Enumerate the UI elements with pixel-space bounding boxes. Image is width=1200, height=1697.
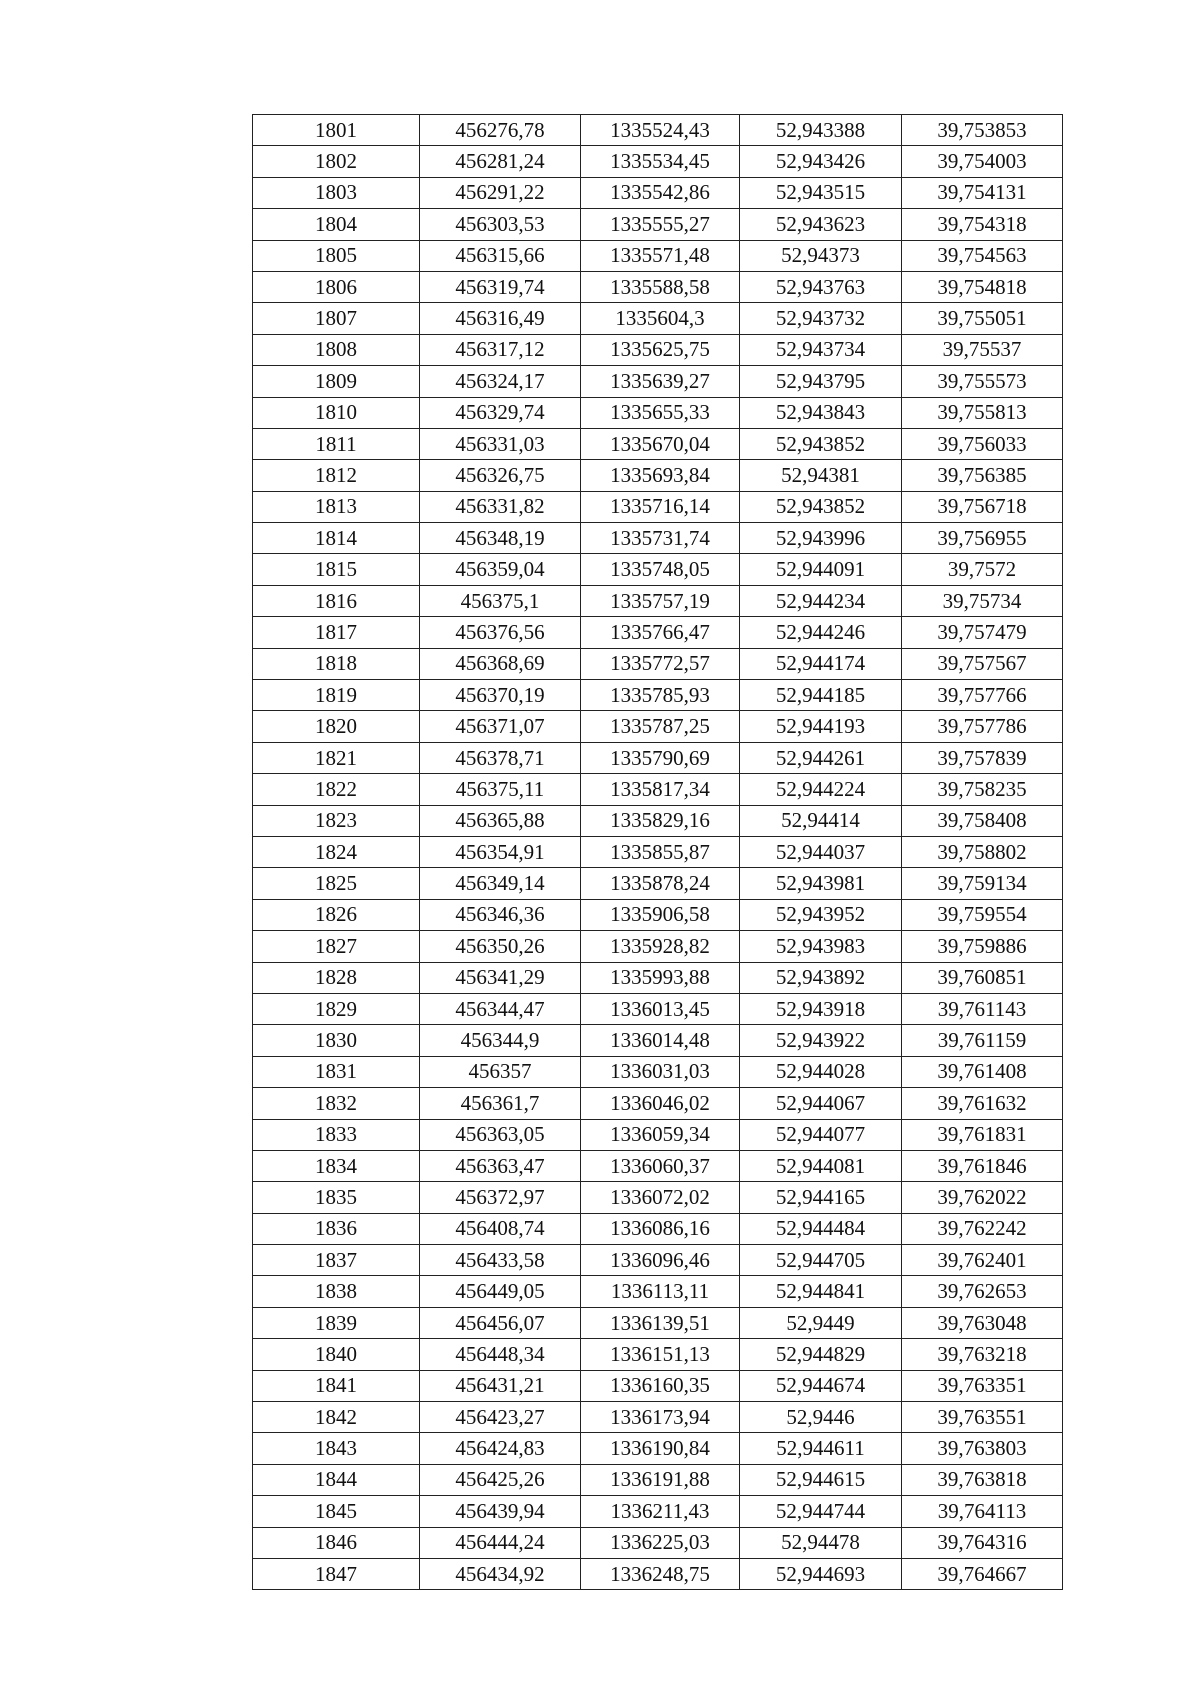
y-coordinate-cell: 1336046,02 — [581, 1088, 740, 1119]
latitude-cell: 52,943981 — [740, 868, 902, 899]
longitude-cell: 39,762022 — [902, 1182, 1063, 1213]
latitude-cell: 52,944067 — [740, 1088, 902, 1119]
table-row — [253, 1213, 1063, 1244]
point-number-cell: 1805 — [253, 240, 420, 271]
point-number-cell: 1840 — [253, 1339, 420, 1370]
latitude-cell: 52,943388 — [740, 115, 902, 146]
y-coordinate-cell: 1335748,05 — [581, 554, 740, 585]
longitude-cell: 39,754131 — [902, 177, 1063, 208]
table-row — [253, 523, 1063, 554]
latitude-cell: 52,944037 — [740, 836, 902, 867]
point-number-cell: 1817 — [253, 617, 420, 648]
point-number-cell: 1820 — [253, 711, 420, 742]
y-coordinate-cell: 1335785,93 — [581, 680, 740, 711]
longitude-cell: 39,761846 — [902, 1150, 1063, 1181]
x-coordinate-cell: 456315,66 — [420, 240, 581, 271]
y-coordinate-cell: 1336151,13 — [581, 1339, 740, 1370]
y-coordinate-cell: 1335790,69 — [581, 742, 740, 773]
longitude-cell: 39,764667 — [902, 1558, 1063, 1589]
x-coordinate-cell: 456348,19 — [420, 523, 581, 554]
longitude-cell: 39,763551 — [902, 1402, 1063, 1433]
y-coordinate-cell: 1336160,35 — [581, 1370, 740, 1401]
longitude-cell: 39,754818 — [902, 271, 1063, 302]
table-row — [253, 1025, 1063, 1056]
table-row — [253, 1558, 1063, 1589]
latitude-cell: 52,944165 — [740, 1182, 902, 1213]
table-row — [253, 1150, 1063, 1181]
longitude-cell: 39,759554 — [902, 899, 1063, 930]
x-coordinate-cell: 456431,21 — [420, 1370, 581, 1401]
point-number-cell: 1811 — [253, 428, 420, 459]
longitude-cell: 39,758235 — [902, 774, 1063, 805]
y-coordinate-cell: 1335772,57 — [581, 648, 740, 679]
point-number-cell: 1806 — [253, 271, 420, 302]
point-number-cell: 1828 — [253, 962, 420, 993]
longitude-cell: 39,759134 — [902, 868, 1063, 899]
latitude-cell: 52,94373 — [740, 240, 902, 271]
y-coordinate-cell: 1335757,19 — [581, 585, 740, 616]
table-row — [253, 240, 1063, 271]
y-coordinate-cell: 1335693,84 — [581, 460, 740, 491]
point-number-cell: 1818 — [253, 648, 420, 679]
longitude-cell: 39,754003 — [902, 146, 1063, 177]
longitude-cell: 39,758408 — [902, 805, 1063, 836]
table-row — [253, 962, 1063, 993]
point-number-cell: 1815 — [253, 554, 420, 585]
y-coordinate-cell: 1335670,04 — [581, 428, 740, 459]
table-row — [253, 334, 1063, 365]
longitude-cell: 39,757479 — [902, 617, 1063, 648]
latitude-cell: 52,944224 — [740, 774, 902, 805]
x-coordinate-cell: 456276,78 — [420, 115, 581, 146]
point-number-cell: 1830 — [253, 1025, 420, 1056]
y-coordinate-cell: 1335571,48 — [581, 240, 740, 271]
point-number-cell: 1803 — [253, 177, 420, 208]
x-coordinate-cell: 456363,47 — [420, 1150, 581, 1181]
table-row — [253, 1088, 1063, 1119]
longitude-cell: 39,756955 — [902, 523, 1063, 554]
latitude-cell: 52,943515 — [740, 177, 902, 208]
y-coordinate-cell: 1335906,58 — [581, 899, 740, 930]
y-coordinate-cell: 1335555,27 — [581, 209, 740, 240]
y-coordinate-cell: 1335588,58 — [581, 271, 740, 302]
table-row — [253, 1496, 1063, 1527]
x-coordinate-cell: 456341,29 — [420, 962, 581, 993]
y-coordinate-cell: 1335829,16 — [581, 805, 740, 836]
longitude-cell: 39,763818 — [902, 1464, 1063, 1495]
latitude-cell: 52,944744 — [740, 1496, 902, 1527]
latitude-cell: 52,943795 — [740, 366, 902, 397]
table-row — [253, 1056, 1063, 1087]
table-row — [253, 177, 1063, 208]
latitude-cell: 52,944261 — [740, 742, 902, 773]
longitude-cell: 39,75734 — [902, 585, 1063, 616]
table-row — [253, 491, 1063, 522]
point-number-cell: 1837 — [253, 1245, 420, 1276]
longitude-cell: 39,755573 — [902, 366, 1063, 397]
longitude-cell: 39,757786 — [902, 711, 1063, 742]
latitude-cell: 52,943623 — [740, 209, 902, 240]
point-number-cell: 1824 — [253, 836, 420, 867]
latitude-cell: 52,943918 — [740, 993, 902, 1024]
point-number-cell: 1814 — [253, 523, 420, 554]
longitude-cell: 39,756033 — [902, 428, 1063, 459]
x-coordinate-cell: 456371,07 — [420, 711, 581, 742]
point-number-cell: 1839 — [253, 1307, 420, 1338]
latitude-cell: 52,94381 — [740, 460, 902, 491]
point-number-cell: 1821 — [253, 742, 420, 773]
point-number-cell: 1804 — [253, 209, 420, 240]
longitude-cell: 39,753853 — [902, 115, 1063, 146]
y-coordinate-cell: 1335716,14 — [581, 491, 740, 522]
table-row — [253, 271, 1063, 302]
point-number-cell: 1816 — [253, 585, 420, 616]
x-coordinate-cell: 456350,26 — [420, 931, 581, 962]
table-row — [253, 931, 1063, 962]
y-coordinate-cell: 1336031,03 — [581, 1056, 740, 1087]
latitude-cell: 52,944081 — [740, 1150, 902, 1181]
table-row — [253, 774, 1063, 805]
table-row — [253, 460, 1063, 491]
table-row — [253, 648, 1063, 679]
x-coordinate-cell: 456456,07 — [420, 1307, 581, 1338]
latitude-cell: 52,943996 — [740, 523, 902, 554]
y-coordinate-cell: 1336191,88 — [581, 1464, 740, 1495]
longitude-cell: 39,763803 — [902, 1433, 1063, 1464]
latitude-cell: 52,943892 — [740, 962, 902, 993]
latitude-cell: 52,944174 — [740, 648, 902, 679]
latitude-cell: 52,943734 — [740, 334, 902, 365]
x-coordinate-cell: 456317,12 — [420, 334, 581, 365]
y-coordinate-cell: 1336096,46 — [581, 1245, 740, 1276]
table-row — [253, 146, 1063, 177]
y-coordinate-cell: 1336014,48 — [581, 1025, 740, 1056]
x-coordinate-cell: 456449,05 — [420, 1276, 581, 1307]
table-row — [253, 868, 1063, 899]
x-coordinate-cell: 456331,03 — [420, 428, 581, 459]
longitude-cell: 39,7572 — [902, 554, 1063, 585]
x-coordinate-cell: 456344,9 — [420, 1025, 581, 1056]
y-coordinate-cell: 1335625,75 — [581, 334, 740, 365]
longitude-cell: 39,761143 — [902, 993, 1063, 1024]
longitude-cell: 39,761632 — [902, 1088, 1063, 1119]
point-number-cell: 1844 — [253, 1464, 420, 1495]
y-coordinate-cell: 1335604,3 — [581, 303, 740, 334]
point-number-cell: 1833 — [253, 1119, 420, 1150]
point-number-cell: 1826 — [253, 899, 420, 930]
x-coordinate-cell: 456448,34 — [420, 1339, 581, 1370]
y-coordinate-cell: 1336072,02 — [581, 1182, 740, 1213]
longitude-cell: 39,761831 — [902, 1119, 1063, 1150]
longitude-cell: 39,760851 — [902, 962, 1063, 993]
latitude-cell: 52,943952 — [740, 899, 902, 930]
table-row — [253, 1119, 1063, 1150]
point-number-cell: 1842 — [253, 1402, 420, 1433]
latitude-cell: 52,943852 — [740, 491, 902, 522]
point-number-cell: 1809 — [253, 366, 420, 397]
table-row — [253, 1527, 1063, 1558]
point-number-cell: 1802 — [253, 146, 420, 177]
coordinates-table — [252, 114, 1063, 1590]
point-number-cell: 1827 — [253, 931, 420, 962]
x-coordinate-cell: 456375,11 — [420, 774, 581, 805]
longitude-cell: 39,754563 — [902, 240, 1063, 271]
latitude-cell: 52,943426 — [740, 146, 902, 177]
y-coordinate-cell: 1336113,11 — [581, 1276, 740, 1307]
y-coordinate-cell: 1335878,24 — [581, 868, 740, 899]
table-row — [253, 115, 1063, 146]
latitude-cell: 52,943763 — [740, 271, 902, 302]
point-number-cell: 1835 — [253, 1182, 420, 1213]
table-row — [253, 1339, 1063, 1370]
x-coordinate-cell: 456365,88 — [420, 805, 581, 836]
latitude-cell: 52,94414 — [740, 805, 902, 836]
longitude-cell: 39,764316 — [902, 1527, 1063, 1558]
x-coordinate-cell: 456439,94 — [420, 1496, 581, 1527]
y-coordinate-cell: 1336059,34 — [581, 1119, 740, 1150]
longitude-cell: 39,75537 — [902, 334, 1063, 365]
x-coordinate-cell: 456291,22 — [420, 177, 581, 208]
table-row — [253, 397, 1063, 428]
y-coordinate-cell: 1336173,94 — [581, 1402, 740, 1433]
latitude-cell: 52,944246 — [740, 617, 902, 648]
longitude-cell: 39,762653 — [902, 1276, 1063, 1307]
table-row — [253, 585, 1063, 616]
point-number-cell: 1823 — [253, 805, 420, 836]
x-coordinate-cell: 456359,04 — [420, 554, 581, 585]
y-coordinate-cell: 1335542,86 — [581, 177, 740, 208]
point-number-cell: 1841 — [253, 1370, 420, 1401]
latitude-cell: 52,94478 — [740, 1527, 902, 1558]
longitude-cell: 39,761408 — [902, 1056, 1063, 1087]
longitude-cell: 39,755813 — [902, 397, 1063, 428]
x-coordinate-cell: 456316,49 — [420, 303, 581, 334]
x-coordinate-cell: 456363,05 — [420, 1119, 581, 1150]
y-coordinate-cell: 1336225,03 — [581, 1527, 740, 1558]
latitude-cell: 52,944234 — [740, 585, 902, 616]
latitude-cell: 52,9449 — [740, 1307, 902, 1338]
latitude-cell: 52,9446 — [740, 1402, 902, 1433]
latitude-cell: 52,943852 — [740, 428, 902, 459]
latitude-cell: 52,944185 — [740, 680, 902, 711]
table-row — [253, 1464, 1063, 1495]
table-row — [253, 1182, 1063, 1213]
x-coordinate-cell: 456357 — [420, 1056, 581, 1087]
x-coordinate-cell: 456376,56 — [420, 617, 581, 648]
longitude-cell: 39,761159 — [902, 1025, 1063, 1056]
table-row — [253, 209, 1063, 240]
latitude-cell: 52,943922 — [740, 1025, 902, 1056]
table-row — [253, 1370, 1063, 1401]
latitude-cell: 52,944829 — [740, 1339, 902, 1370]
table-row — [253, 836, 1063, 867]
longitude-cell: 39,759886 — [902, 931, 1063, 962]
x-coordinate-cell: 456424,83 — [420, 1433, 581, 1464]
y-coordinate-cell: 1335993,88 — [581, 962, 740, 993]
table-row — [253, 1276, 1063, 1307]
y-coordinate-cell: 1335524,43 — [581, 115, 740, 146]
x-coordinate-cell: 456378,71 — [420, 742, 581, 773]
y-coordinate-cell: 1336248,75 — [581, 1558, 740, 1589]
longitude-cell: 39,763048 — [902, 1307, 1063, 1338]
table-row — [253, 1245, 1063, 1276]
point-number-cell: 1819 — [253, 680, 420, 711]
latitude-cell: 52,943983 — [740, 931, 902, 962]
point-number-cell: 1829 — [253, 993, 420, 1024]
y-coordinate-cell: 1336060,37 — [581, 1150, 740, 1181]
latitude-cell: 52,944484 — [740, 1213, 902, 1244]
latitude-cell: 52,943732 — [740, 303, 902, 334]
table-row — [253, 1433, 1063, 1464]
table-row — [253, 303, 1063, 334]
point-number-cell: 1801 — [253, 115, 420, 146]
point-number-cell: 1845 — [253, 1496, 420, 1527]
longitude-cell: 39,763351 — [902, 1370, 1063, 1401]
point-number-cell: 1836 — [253, 1213, 420, 1244]
x-coordinate-cell: 456434,92 — [420, 1558, 581, 1589]
latitude-cell: 52,944674 — [740, 1370, 902, 1401]
latitude-cell: 52,944705 — [740, 1245, 902, 1276]
table-row — [253, 899, 1063, 930]
table-row — [253, 617, 1063, 648]
point-number-cell: 1847 — [253, 1558, 420, 1589]
x-coordinate-cell: 456433,58 — [420, 1245, 581, 1276]
longitude-cell: 39,764113 — [902, 1496, 1063, 1527]
y-coordinate-cell: 1335817,34 — [581, 774, 740, 805]
latitude-cell: 52,943843 — [740, 397, 902, 428]
latitude-cell: 52,944091 — [740, 554, 902, 585]
x-coordinate-cell: 456281,24 — [420, 146, 581, 177]
x-coordinate-cell: 456361,7 — [420, 1088, 581, 1119]
x-coordinate-cell: 456324,17 — [420, 366, 581, 397]
x-coordinate-cell: 456349,14 — [420, 868, 581, 899]
y-coordinate-cell: 1336086,16 — [581, 1213, 740, 1244]
point-number-cell: 1832 — [253, 1088, 420, 1119]
y-coordinate-cell: 1336190,84 — [581, 1433, 740, 1464]
y-coordinate-cell: 1336013,45 — [581, 993, 740, 1024]
x-coordinate-cell: 456372,97 — [420, 1182, 581, 1213]
latitude-cell: 52,944615 — [740, 1464, 902, 1495]
x-coordinate-cell: 456344,47 — [420, 993, 581, 1024]
point-number-cell: 1808 — [253, 334, 420, 365]
x-coordinate-cell: 456326,75 — [420, 460, 581, 491]
y-coordinate-cell: 1335928,82 — [581, 931, 740, 962]
point-number-cell: 1831 — [253, 1056, 420, 1087]
longitude-cell: 39,758802 — [902, 836, 1063, 867]
x-coordinate-cell: 456346,36 — [420, 899, 581, 930]
x-coordinate-cell: 456319,74 — [420, 271, 581, 302]
table-row — [253, 1307, 1063, 1338]
point-number-cell: 1825 — [253, 868, 420, 899]
y-coordinate-cell: 1335655,33 — [581, 397, 740, 428]
table-row — [253, 554, 1063, 585]
longitude-cell: 39,754318 — [902, 209, 1063, 240]
x-coordinate-cell: 456354,91 — [420, 836, 581, 867]
y-coordinate-cell: 1335534,45 — [581, 146, 740, 177]
longitude-cell: 39,757567 — [902, 648, 1063, 679]
table-row — [253, 993, 1063, 1024]
latitude-cell: 52,944028 — [740, 1056, 902, 1087]
table-row — [253, 805, 1063, 836]
latitude-cell: 52,944193 — [740, 711, 902, 742]
longitude-cell: 39,762401 — [902, 1245, 1063, 1276]
x-coordinate-cell: 456368,69 — [420, 648, 581, 679]
point-number-cell: 1834 — [253, 1150, 420, 1181]
y-coordinate-cell: 1335766,47 — [581, 617, 740, 648]
table-row — [253, 1402, 1063, 1433]
point-number-cell: 1812 — [253, 460, 420, 491]
y-coordinate-cell: 1335855,87 — [581, 836, 740, 867]
x-coordinate-cell: 456331,82 — [420, 491, 581, 522]
x-coordinate-cell: 456329,74 — [420, 397, 581, 428]
table-row — [253, 680, 1063, 711]
longitude-cell: 39,756385 — [902, 460, 1063, 491]
point-number-cell: 1810 — [253, 397, 420, 428]
longitude-cell: 39,762242 — [902, 1213, 1063, 1244]
y-coordinate-cell: 1335639,27 — [581, 366, 740, 397]
longitude-cell: 39,757766 — [902, 680, 1063, 711]
y-coordinate-cell: 1335787,25 — [581, 711, 740, 742]
longitude-cell: 39,755051 — [902, 303, 1063, 334]
point-number-cell: 1843 — [253, 1433, 420, 1464]
x-coordinate-cell: 456408,74 — [420, 1213, 581, 1244]
latitude-cell: 52,944077 — [740, 1119, 902, 1150]
table-row — [253, 711, 1063, 742]
x-coordinate-cell: 456370,19 — [420, 680, 581, 711]
table-row — [253, 366, 1063, 397]
point-number-cell: 1813 — [253, 491, 420, 522]
x-coordinate-cell: 456425,26 — [420, 1464, 581, 1495]
point-number-cell: 1822 — [253, 774, 420, 805]
longitude-cell: 39,756718 — [902, 491, 1063, 522]
longitude-cell: 39,763218 — [902, 1339, 1063, 1370]
table-row — [253, 742, 1063, 773]
x-coordinate-cell: 456375,1 — [420, 585, 581, 616]
y-coordinate-cell: 1336211,43 — [581, 1496, 740, 1527]
table-row — [253, 428, 1063, 459]
point-number-cell: 1838 — [253, 1276, 420, 1307]
latitude-cell: 52,944841 — [740, 1276, 902, 1307]
point-number-cell: 1846 — [253, 1527, 420, 1558]
longitude-cell: 39,757839 — [902, 742, 1063, 773]
latitude-cell: 52,944611 — [740, 1433, 902, 1464]
point-number-cell: 1807 — [253, 303, 420, 334]
x-coordinate-cell: 456444,24 — [420, 1527, 581, 1558]
y-coordinate-cell: 1335731,74 — [581, 523, 740, 554]
x-coordinate-cell: 456303,53 — [420, 209, 581, 240]
y-coordinate-cell: 1336139,51 — [581, 1307, 740, 1338]
x-coordinate-cell: 456423,27 — [420, 1402, 581, 1433]
coordinates-table-body — [253, 115, 1063, 1590]
latitude-cell: 52,944693 — [740, 1558, 902, 1589]
